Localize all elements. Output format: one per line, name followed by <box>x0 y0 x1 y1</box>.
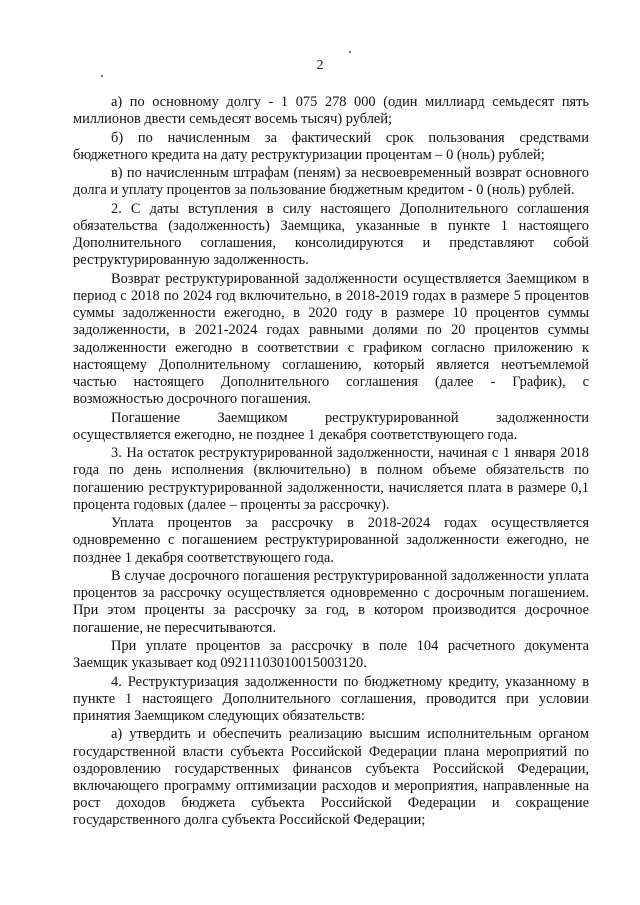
paragraph-early-repayment: В случае досрочного погашения реструктурированной задолженности уплата процентов за рассрочку осуществляется одновременно с досрочным погашением. При этом проценты за рассрочку за год, в котором производится досрочное погашение, не пересчитываются. <box>73 567 589 636</box>
paragraph-payment-code: При уплате процентов за рассрочку в поле 104 расчетного документа Заемщик указывает код 09211103010015003120. <box>73 637 589 672</box>
paragraph-1b: б) по начисленным за фактический срок пользования средствами бюджетного кредита на дату реструктуризации процентам – 0 (ноль) рублей; <box>73 129 589 163</box>
paragraph-4: 4. Реструктуризация задолженности по бюджетному кредиту, указанному в пункте 1 настоящего Дополнительного соглашения, проводится при условии принятия Заемщиком следующих обязательств: <box>73 673 589 724</box>
paragraph-3: 3. На остаток реструктурированной задолженности, начиная с 1 января 2018 года по день исполнения (включительно) в полном объеме обязательств по погашению реструктурированной задолженности, начисляется плата в размере 0,1 процента годовых (далее – проценты за рассрочку). <box>73 445 589 513</box>
paragraph-repayment: Возврат реструктурированной задолженности осуществляется Заемщиком в период с 2018 по 2024 год включительно, в 2018-2019 годах в размере 5 процентов суммы задолженности ежегодно, в 2020 году в размере 10 процентов суммы задолженности, в 2021-2024 годах равными долями по 20 процентов суммы задолженности ежегодно в соответствии с графиком согласно приложению к настоящему Дополнительному соглашению, который является неотъемлемой частью настоящего Дополнительного соглашения (далее - График), с возможностью досрочного погашения. <box>73 270 589 408</box>
scan-speck <box>349 51 351 53</box>
paragraph-2: 2. С даты вступления в силу настоящего Дополнительного соглашения обязательства (задолженность) Заемщика, указанные в пункте 1 настоящего Дополнительного соглашения, консолидируются и представляют собой реструктурированную задолженность. <box>73 200 589 269</box>
paragraph-4a: а) утвердить и обеспечить реализацию высшим исполнительным органом государственной власти субъекта Российской Федерации плана мероприятий по оздоровлению государственных финансов субъекта Российской Федерации, включающего программу оптимизации расходов и мероприятия, направленные на рост доходов бюджета субъекта Российской Федерации и сокращение государственного долга субъекта Российской Федерации; <box>73 726 589 829</box>
paragraph-repayment-deadline: Погашение Заемщиком реструктурированной задолженности осуществляется ежегодно, не позднее 1 декабря соответствующего года. <box>73 409 589 443</box>
paragraph-1a: а) по основному долгу - 1 075 278 000 (один миллиард семьдесят пять миллионов двести семьдесят восемь тысяч) рублей; <box>73 94 589 128</box>
paragraph-1c: в) по начисленным штрафам (пеням) за несвоевременный возврат основного долга и уплату процентов за пользование бюджетным кредитом - 0 (ноль) рублей. <box>73 165 589 199</box>
document-body <box>73 94 589 831</box>
paragraph-interest-payment: Уплата процентов за рассрочку в 2018-2024 годах осуществляется одновременно с погашением реструктурированной задолженности ежегодно, не позднее 1 декабря соответствующего года. <box>73 515 589 566</box>
page-number: 2 <box>316 58 324 73</box>
scan-speck <box>101 75 103 77</box>
